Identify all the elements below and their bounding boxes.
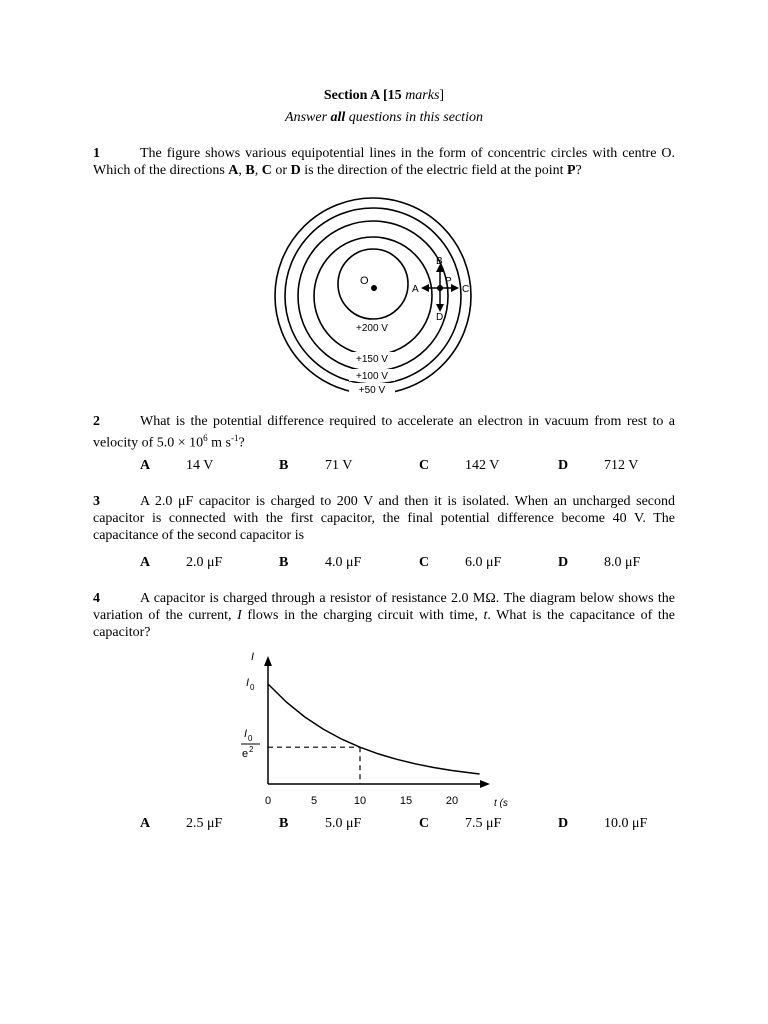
q1-text-a: The figure shows various equipotential lines in the form of concentric circles with centre O. Which of the directions: [93, 146, 675, 178]
option-value: 142 V: [465, 458, 500, 473]
y-tick-frac-den-sup: 2: [249, 745, 254, 754]
current-decay-curve: [268, 684, 480, 774]
q1-a: A: [228, 163, 239, 178]
x-tick-label-5: 5: [310, 795, 318, 807]
option-letter: A: [140, 555, 151, 570]
option-letter: A: [140, 458, 151, 473]
option-letter: C: [419, 816, 430, 831]
centre-dot: [371, 285, 377, 291]
q2-text-c: ?: [238, 435, 245, 451]
option-letter: C: [419, 458, 430, 473]
option-letter: C: [419, 555, 430, 570]
y-tick-i0-sub: 0: [250, 683, 255, 692]
question-1: [93, 145, 675, 179]
q2-text-b: m s: [207, 435, 231, 451]
arrow-right-icon: [451, 284, 459, 292]
section-title: [0, 88, 768, 104]
circle-150v: [298, 221, 448, 371]
q4-t: t: [483, 608, 488, 623]
option-value: 712 V: [604, 458, 639, 473]
dir-c-label: C: [462, 284, 470, 295]
y-axis-arrow-icon: [264, 656, 272, 666]
option-value: 14 V: [186, 458, 214, 473]
x-axis-label: t (s: [494, 798, 508, 809]
q4-text-c: . What is the capacitance of the capacitor?: [93, 608, 675, 640]
option-letter: D: [558, 816, 569, 831]
q1-sep1: ,: [238, 163, 246, 178]
arrow-left-icon: [421, 284, 429, 292]
instr-all: all: [330, 110, 346, 125]
q1-c: C: [261, 163, 272, 178]
point-p-label: P: [445, 276, 452, 287]
option-letter: B: [279, 458, 289, 473]
option-value: 5.0 μF: [325, 816, 362, 831]
q1-sep2: ,: [254, 163, 262, 178]
question-3: [93, 493, 675, 544]
question-4: [93, 590, 675, 641]
question-number: 2: [93, 414, 100, 429]
option-letter: B: [279, 555, 289, 570]
q1-text-b: is the direction of the electric field at the point: [300, 163, 567, 178]
option-letter: B: [279, 816, 289, 831]
circle-200v: [314, 237, 432, 355]
label-50v: +50 V: [358, 385, 386, 396]
option-value: 10.0 μF: [604, 816, 648, 831]
q1-text-c: ?: [575, 163, 582, 178]
y-tick-frac-num-sub: 0: [248, 734, 253, 743]
q2-sup1: 6: [203, 433, 208, 443]
label-200v: +200 V: [356, 323, 388, 334]
y-tick-frac-num: I: [244, 728, 248, 740]
q1-p: P: [566, 163, 576, 178]
q4-i: I: [237, 608, 242, 623]
dir-b-label: B: [436, 256, 443, 267]
q4-text-b: flows in the charging circuit with time,: [241, 608, 484, 623]
marks-word: marks: [405, 88, 440, 103]
marks-open: [15: [379, 88, 406, 103]
q1-b: B: [245, 163, 255, 178]
q1-sep3: or: [271, 163, 291, 178]
y-tick-frac-den: e: [242, 748, 249, 760]
x-axis-arrow-icon: [480, 780, 490, 788]
x-tick-label-0: 0: [264, 795, 272, 807]
arrow-down-icon: [436, 304, 444, 312]
y-tick-i0-main: I: [246, 677, 250, 689]
q3-text: A 2.0 μF capacitor is charged to 200 V and then it is isolated. When an uncharged second capacitor is connected with the first capacitor, the final potential difference become 40 V. The capacitance of the second capacitor is: [93, 494, 675, 543]
dir-a-label: A: [412, 284, 419, 295]
circle-inner: [338, 249, 408, 319]
y-axis-label: I: [251, 651, 255, 663]
question-number: 1: [93, 146, 100, 161]
x-tick-label-15: 15: [399, 795, 413, 807]
section-instruction: [0, 110, 768, 126]
instr-pre: Answer: [285, 110, 331, 125]
option-letter: A: [140, 816, 151, 831]
current-time-chart: [228, 646, 520, 814]
label-100v: +100 V: [356, 371, 388, 382]
option-value: 8.0 μF: [604, 555, 641, 570]
centre-label: O: [360, 275, 369, 287]
x-tick-label-20: 20: [445, 795, 459, 807]
option-value: 71 V: [325, 458, 353, 473]
equipotential-figure: [250, 192, 500, 404]
section-name: Section A: [323, 88, 380, 103]
q1-d: D: [290, 163, 301, 178]
dir-d-label: D: [436, 312, 444, 323]
q4-text-a: A capacitor is charged through a resistor of resistance 2.0 MΩ. The diagram below shows the variation of the current,: [93, 591, 675, 623]
option-value: 6.0 μF: [465, 555, 502, 570]
question-number: 4: [93, 591, 100, 606]
x-tick-label-10: 10: [353, 795, 367, 807]
question-2: [93, 413, 675, 452]
instr-post: questions in this section: [345, 110, 483, 125]
q2-text-a: What is the potential difference required to accelerate an electron in vacuum from rest to a velocity of 5.0 × 10: [93, 414, 675, 451]
option-value: 7.5 μF: [465, 816, 502, 831]
option-value: 2.0 μF: [186, 555, 223, 570]
marks-close: ]: [439, 88, 445, 103]
option-value: 4.0 μF: [325, 555, 362, 570]
y-tick-i0-over-e2: [241, 728, 260, 760]
option-letter: D: [558, 555, 569, 570]
option-value: 2.5 μF: [186, 816, 223, 831]
label-150v: +150 V: [356, 354, 388, 365]
question-number: 3: [93, 494, 100, 509]
y-tick-i0: [246, 677, 255, 692]
q2-sup2: -1: [231, 433, 239, 443]
option-letter: D: [558, 458, 569, 473]
